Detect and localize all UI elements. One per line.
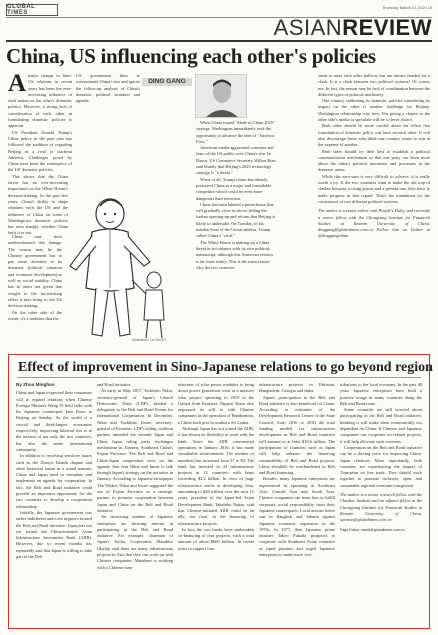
main-col1-p5: On the other side of the ocean, it's a tradition that the (8, 309, 62, 321)
main-column-1b (8, 234, 62, 340)
main-col2-p1: US government likes to overestimate China's rise and ignore the follow-up analysis of China's domestic political situation and agenda. (76, 73, 140, 104)
cartoon-caption: Illustration: Liu Rui/GT (132, 338, 167, 342)
main-col1-p3: This shows that the China factor has an ever-increasing importance on the White House's decision-making. In the past few years, China's ability to shape relations with the US and the influence of China on some of Washington's domestic policies has seen sharply. whether China feels it or not. (8, 173, 68, 236)
boxed-article (8, 354, 433, 629)
boxed-headline: Effect of improvement in Sino-Japanese relations to go beyond region (18, 360, 433, 375)
main-col3-p1: When China issued "Made in China 2025" strategy, Washington immediately took the opportunity to advance the idea of "America First." (196, 120, 275, 144)
boxed-c2-p2: As early as May 2017, Toshihiro Nikai, secretary-general of Japan's Liberal Democratic Party (LDP), headed a delegation to the Belt and Road Forum for International Cooperation. In December, Nikai and Yoshihiro Inoue, secretary-general of Komeito, LDP's ruling coalition partner, attended the seventh Japan and China Japan ruling party exchanges mechanism in Xiamen, Southeast China's Fujian Province. The Belt and Road and China-Japan cooperation were on the agenda. Abe sent Nikai and Inoue to talk through Japan's strategy on the initiative in January. According to Japanese newspaper The Nikkei, Nikai and Inoue suggested the use of Fujian Province as a strategic partner to promote cooperation between Japan and China on the Belt and Road initiative. (97, 388, 173, 513)
main-col4-p1: seem to meet each other halfway but are always headed for a clash. Is it a clash between two political systems? Of course not. In fact, the reason may be lack of coordination between the different types of political machinery. (318, 73, 430, 97)
cartoon-icon (62, 196, 170, 342)
boxed-rule (17, 377, 421, 378)
main-col3-p3: Worst of all, Trump's team has already portrayed China as a major and formidable competitor which could be even more dangerous than terrorism. (196, 176, 272, 201)
main-col3-p5: The White House is making up a China threat in accordance with its own political manuscript, although this American version is far from reality. This is the main reason why the two countries (196, 239, 273, 270)
cartoon-illustration (62, 196, 170, 342)
boxed-c2-p1: and Road initiative. (97, 382, 132, 387)
section-title-part1: ASIAN (273, 15, 343, 40)
main-col4-p4: Both sides should try their best to establish a political communication mechanism so that one party can learn more about the other's political intentions and processes in the domestic arena. (318, 148, 430, 173)
boxed-c4-p1: infrastructure projects in Pakistan, Bangladesh, Georgia and India. (259, 382, 335, 394)
boxed-c2-p3: An increasing number of Japanese enterprises are showing interest in participating in the Belt and Road initiative. For example, chairman of Japan's Itochu Corporation Masahiro Okafuji said there are many infrastructure projects in Asia that they can work on with Chinese companies. Marubeni is working with a Chinese man- (97, 514, 173, 570)
section-title-part2: REVIEW (342, 15, 432, 40)
main-col1-p1: major change in Sino-US relations in recent years has been the ever-increasing influence of each nation on the other's domestic politics. However, a strong lack of consideration of each other in formulating domestic policies is apparent. (8, 73, 72, 129)
main-col4-p5: While this zero-sum is very difficult to achieve, it is really worth a try. If the two countries want to make the old trap of clashes between a rising power and a present one, they have to make progress in that regard. That's the foundation for the coexistence of two different political systems. (318, 173, 430, 204)
main-col4-p3: Both sides should be more careful about the effect that formulation of domestic policy can have on each other. It will also discourage those who think one country wants to win at the expense of another. (318, 123, 430, 148)
boxed-column-1 (16, 382, 92, 626)
drop-cap: A (8, 73, 27, 97)
main-column-4 (318, 73, 430, 345)
main-col1-p4: China may have underestimated this change. The reason may be the Chinese government has to pay more attention to its domestic political situation and economic development as well as social stability. China has at times not given due weight to the far-reaching effect it may bring to the US decision-making. (8, 234, 62, 309)
boxed-c1-p3: Initially, the Japanese government was rather indifferent and even negative toward the Belt and Road initiative. Japan has not yet joined the China-initiated Asian Infrastructure Investment Bank (AIIB). However, due to recent months has repeatedly said that Japan is willing to take part in the Belt (16, 509, 92, 560)
boxed-c5-p3: Cooperation on the Belt and Road initiative can be a driving force for improving China-Japan relations. More importantly, both countries are experiencing the impact of Trumpism on free trade. They should work together to promote inclusive, open, and sustainable regional economic integration. (340, 444, 422, 488)
boxed-c1-p2: In addition to resolving sensitive issues such as the Diaoyu Islands dispute and other historical issues in a sound manner, China and Japan need to formulate and implement an agenda for cooperation. In fact, the Belt and Road initiative could provide an important opportunity for the two countries to develop a cooperation relationship. (16, 453, 92, 509)
boxed-c3-p3: In fact, the two banks have undertaken co-financing of four projects, with a total amount of about $600 million. In recent years to support four (178, 526, 254, 551)
main-col4-p2: One country calibrating its domestic policies considering its impact on the other is another challenge for Beijing-Washington relationship way face. Not giving a chance to the other side's media to speculate will be a clever choice. (318, 98, 430, 123)
main-col3-p2: American media aggravated concerns and fears of the US public over China's rise. In Davos, US Commerce Secretary Wilbur Ross said bluntly that Beijing's 2025 technology strategy is "a threat." (196, 145, 276, 176)
author-photo (195, 74, 247, 118)
boxed-byline: By Zhou Minghao (16, 382, 55, 387)
section-logo: GLOBAL TIMES (6, 4, 58, 16)
boxed-column-4 (259, 382, 335, 626)
author-photo-icon (196, 75, 247, 118)
author-name-tag: DING GANG (142, 78, 192, 86)
boxed-c3-p2: Although Japan has not joined the AIIB, it has shown its flexibility to work with the bank. Since the AIIB commenced operations in January 2016, it has made remarkable achievements. The number of members has increased from 57 to 84. The bank has invested in 24 infrastructure projects in 12 countries, with loans exceeding $4.2 billion. In view of huge infrastructure needs in developing Asia, amounting to $26 trillion over the next 15 years, president of the Japan-led Asian Development Bank, Takehiko Nakao, said that Chinese-initiated AIIB could be an ally, not rival, in the financing of infrastructure projects. (178, 426, 254, 526)
boxed-column-2 (97, 382, 173, 626)
boxed-author-bio: The author is a senior research fellow with the Charhar Institute and an adjunct fellow at the Chongyang Institute for Financial Studies at Renmin University of China. opinion@globaltimes.com.cn (340, 492, 422, 523)
main-column-3 (196, 120, 276, 346)
main-col3-p4: China has been labeled a powerhouse that will gradually close its doors, hiding the further opening-up and reform that Beijing is likely to undertake. On Tuesday, in his maiden State of the Union address, Trump called China a "rival." (196, 201, 276, 239)
boxed-c5-p1: tributions to the local economy. In the past 40 years Japanese enterprises have built a positive image in many countries along the Belt and Road route. (340, 382, 422, 406)
page-editor: Page Editor: xiaodi@globaltimes.com.cn (340, 527, 405, 532)
main-column-2 (76, 73, 140, 113)
boxed-c1-p1: China and Japan expressed their consensus will to expand relations when Chinese Foreign Minister Wang Yi held talks with his Japanese counterpart Taro Kono in Beijing on Sunday. As the world is a crucial and third-largest economies respectively, improving bilateral ties is in the interest of not only the two countries, but also the entire international community. (16, 390, 92, 452)
boxed-c3-p1: ufacturer of solar power modules to bring down power generation costs at a massive solar project operating in 2019 in the United Arab Emirates. Nippon Yusen also expressed its will to with Chinese companies in the operation of Hambantota, a China-built port in southern Sri Lanka. (178, 382, 254, 425)
boxed-c4-p2: Japan's participation in the Belt and Road initiative is also beneficial for China. According to estimates of the Development Research Center of the State Council, from 2016 to 2030 the total funding needed for infrastructure development in Belt and Road countries will amount to at least $10.6 trillion. The participation of countries such as Japan will help enhance the financing sustainability of Belt and Road projects. China shouldn't be overburdened in Belt and Road financing. (259, 394, 335, 476)
section-title (274, 15, 432, 41)
masthead-date: Thursday March 21 2019 15 (381, 5, 432, 10)
boxed-column-3 (178, 382, 254, 626)
boxed-c4-p3: Besides, many Japanese enterprises are experienced in operating in Southeast Asia, Central Asia and South Asia. Chinese companies can learn how to fulfill corporate social responsibility from their Japanese counterparts. Local actions better suit in Bangkok and Jakarta against Japanese economic expansion in the 1970s. In 1977, then Japanese prime minister Takeo Fukuda proposed to cooperate with Southeast Asian countries as equal partners and urged Japanese enterprises to make more con- (259, 476, 335, 558)
section-rule (6, 40, 432, 42)
main-headline: China, US influencing each other's policies (6, 44, 376, 68)
main-col1-p2: US President Donald Trump's China policy in the past year has followed the tradition of regarding Beijing as a rival to confront America. Challenges posed by China have been the centerpiece of the US' domestic policies. (8, 129, 72, 173)
main-author-bio: The author is a senior editor with People's Daily, and currently a senior fellow with the Chongyang Institute for Financial Studies at Renmin University of China. dinggang@globaltimes.com.cn Follow him on Twitter at @dinggangchina (318, 208, 430, 239)
boxed-column-5 (340, 382, 422, 626)
boxed-c5-p2: Some countries are still worried about participating in the Belt and Road initiative, thinking it will make them economically too dependent on China. If Chinese and Japanese companies can cooperate on related projects, it will help alleviate such concerns. (340, 407, 422, 444)
